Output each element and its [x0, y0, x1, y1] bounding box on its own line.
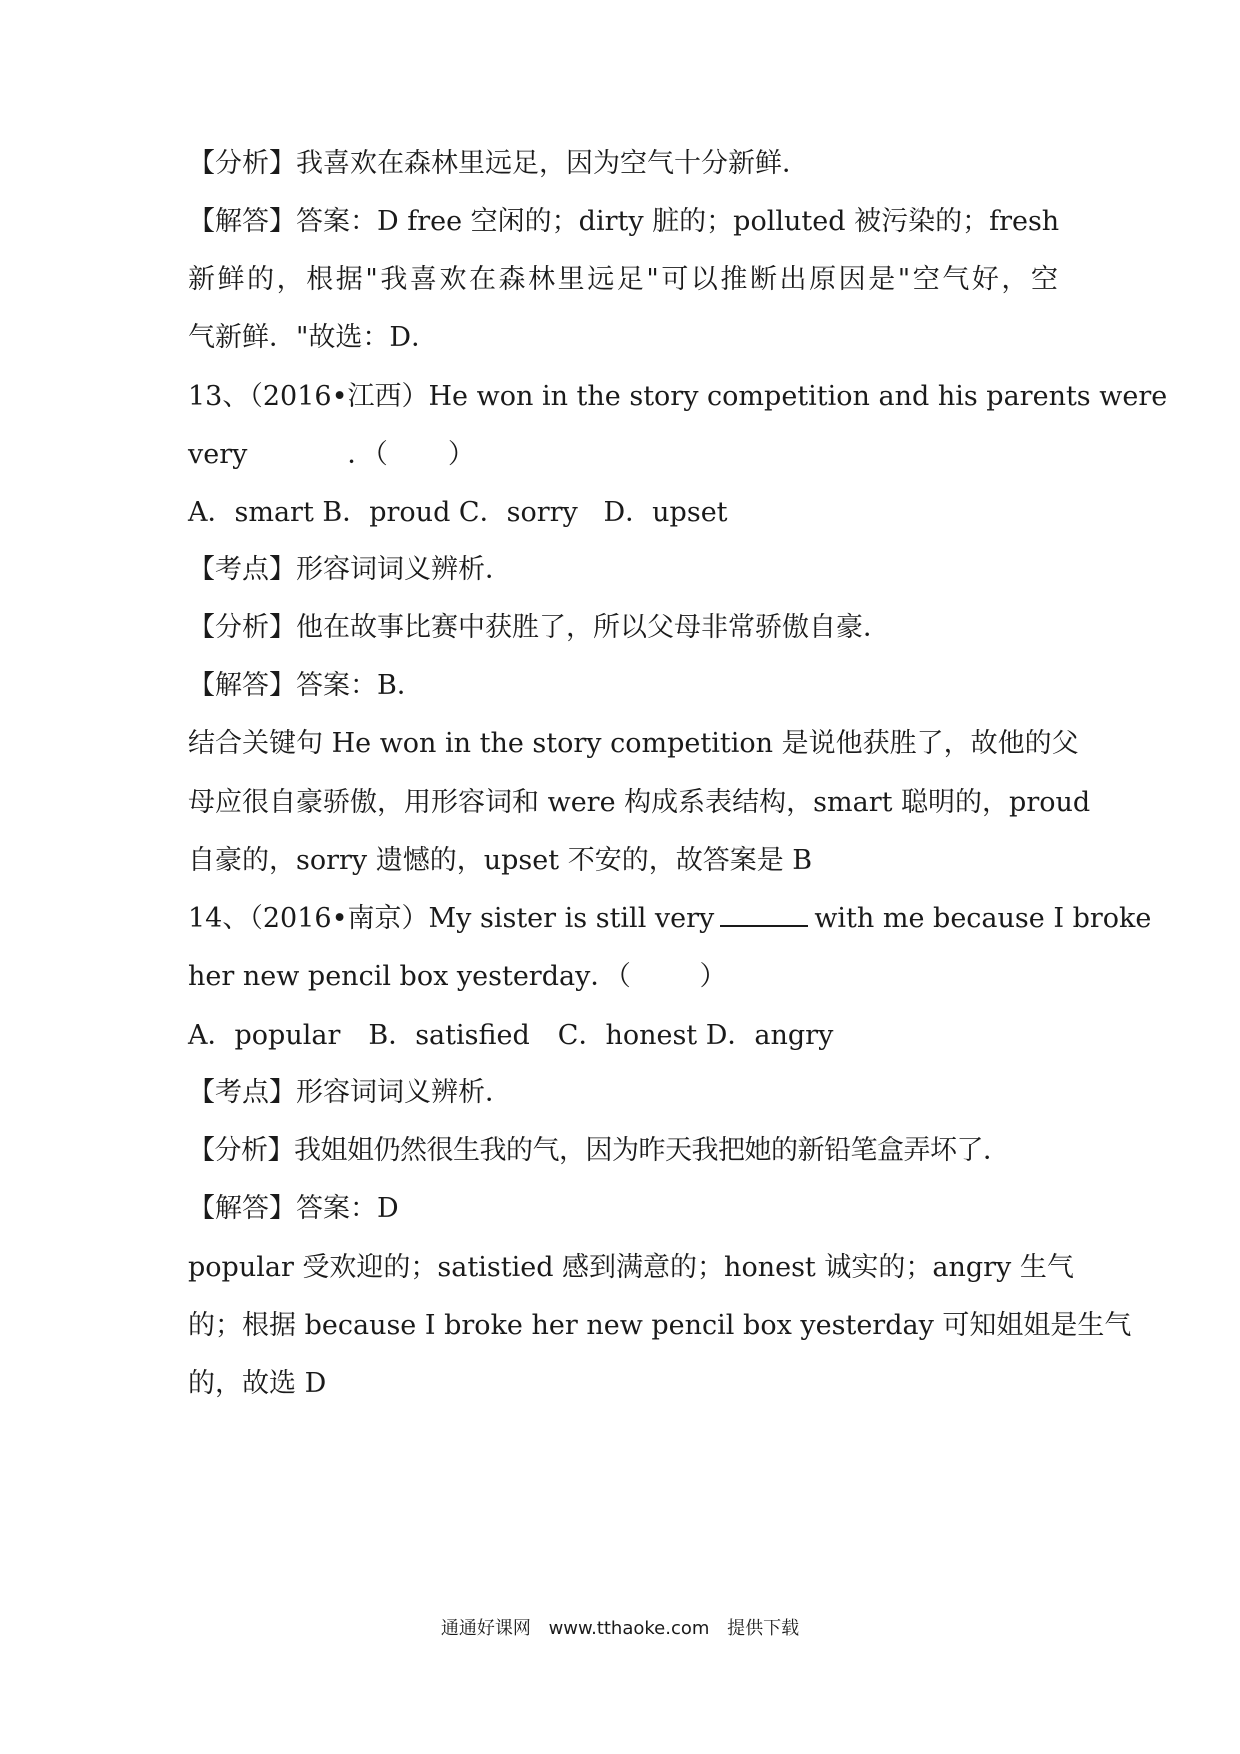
explanation-q13-line3: 自豪的，sorry 遗憾的，upset 不安的，故答案是 B	[188, 845, 813, 876]
question-13-options: A．smart B．proud C．sorry D．upset	[188, 497, 728, 528]
question-14-options	[188, 1016, 1058, 1056]
explanation-q14-line1: popular 受欢迎的；satistied 感到满意的；honest 诚实的；angry 生气	[188, 1252, 1074, 1283]
option-b: B．satisfied	[368, 1020, 530, 1051]
question-13-line1: 13、（2016•江西）He won in the story competition and his parents were	[188, 381, 1168, 412]
question-14-line1	[188, 899, 1152, 939]
analysis-q12: 【分析】我喜欢在森林里远足，因为空气十分新鲜．	[188, 148, 809, 179]
question-13-paren-close: ）	[447, 439, 475, 470]
answer-blank	[720, 901, 808, 927]
keypoint-q14: 【考点】形容词词义辨析．	[188, 1077, 512, 1108]
explanation-q14-line3: 的，故选 D	[188, 1368, 327, 1399]
question-13-paren-open: ．（	[347, 439, 388, 470]
explanation-q14-line2: 的；根据 because I broke her new pencil box yesterday 可知姐姐是生气	[188, 1310, 1132, 1341]
footer-suffix: 提供下载	[727, 1618, 800, 1639]
answer-q12-line1: 【解答】答案：D free 空闲的；dirty 脏的；polluted 被污染的；fresh	[188, 206, 1060, 237]
footer-url[interactable]: www.tthaoke.com	[548, 1618, 710, 1639]
answer-q12-line2: 新鲜的，根据"我喜欢在森林里远足"可以推断出原因是"空气好，空	[188, 264, 1058, 295]
keypoint-q13: 【考点】形容词词义辨析．	[188, 554, 512, 585]
explanation-q13-line2: 母应很自豪骄傲，用形容词和 were 构成系表结构，smart 聪明的，proud	[188, 787, 1091, 818]
answer-q12-line3: 气新鲜．"故选：D．	[188, 322, 439, 353]
question-13-line2	[188, 435, 1058, 475]
question-14-stem-start: 14、（2016•南京）My sister is still very	[188, 903, 715, 934]
question-14-stem-end: with me because I broke	[814, 903, 1152, 934]
analysis-q13: 【分析】他在故事比赛中获胜了，所以父母非常骄傲自豪．	[188, 612, 890, 643]
answer-q14: 【解答】答案：D	[188, 1193, 399, 1224]
question-14-line2: her new pencil box yesterday．（ ）	[188, 961, 727, 992]
explanation-q13-line1: 结合关键句 He won in the story competition 是说他获胜了，故他的父	[188, 728, 1079, 759]
analysis-q14: 【分析】我姐姐仍然很生我的气，因为昨天我把她的新铅笔盒弄坏了．	[188, 1135, 1010, 1166]
page-footer	[0, 1614, 1240, 1644]
option-c-d: C．honest D．angry	[557, 1020, 834, 1051]
question-13-word: very	[188, 439, 248, 470]
footer-site-name: 通通好课网	[440, 1618, 531, 1639]
answer-q13: 【解答】答案：B．	[188, 670, 424, 701]
option-a: A．popular	[188, 1020, 341, 1051]
